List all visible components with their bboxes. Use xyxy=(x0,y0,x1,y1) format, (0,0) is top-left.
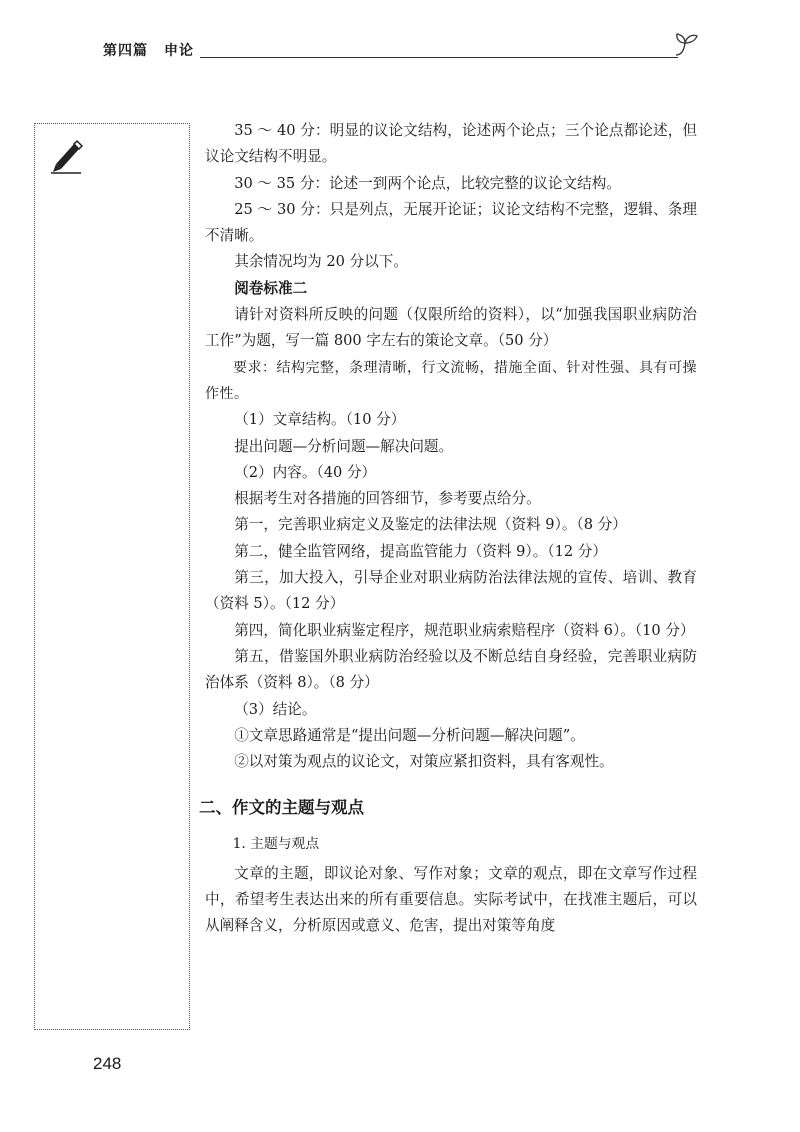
grading-paragraph: 25 ～ 30 分：只是列点，无展开论证；议论文结构不完整，逻辑、条理不清晰。 xyxy=(205,200,697,245)
criteria-item: （3）结论。 xyxy=(234,700,317,718)
criteria-item: ②以对策为观点的议论文，对策应紧扣资料，具有客观性。 xyxy=(234,753,614,771)
criteria-item: 第五，借鉴国外职业病防治经验以及不断总结自身经验，完善职业病防治体系（资料 8）。（8 分） xyxy=(205,647,697,692)
criteria-item: （1）文章结构。（10 分） xyxy=(234,411,406,429)
grading-paragraph: 30 ～ 35 分：论述一到两个论点，比较完整的议论文结构。 xyxy=(234,174,621,192)
grading-paragraph: 35 ～ 40 分：明显的议论文结构，论述两个论点；三个论点都论述，但议论文结构不明显。 xyxy=(205,122,697,166)
header-part: 第四篇 xyxy=(103,43,148,59)
page-number: 248 xyxy=(93,1054,122,1073)
body-paragraph: 文章的主题，即议论对象、写作对象；文章的观点，即在文章写作过程中，希望考生表达出来的所有重要信息。实际考试中，在找准主题后，可以从阐释含义，分析原因或意义、危害，提出对策等角度 xyxy=(205,864,697,935)
notes-margin-box xyxy=(34,123,190,1030)
subheading: 1. 主题与观点 xyxy=(232,836,320,853)
criteria-item: 第四，简化职业病鉴定程序，规范职业病索赔程序（资料 6）。（10 分） xyxy=(234,621,695,639)
criteria-item: 提出问题—分析问题—解决问题。 xyxy=(234,437,454,455)
pencil-icon xyxy=(48,136,84,174)
criteria-item: 第一，完善职业病定义及鉴定的法律法规（资料 9）。（8 分） xyxy=(234,516,627,534)
criteria-item: （2）内容。（40 分） xyxy=(234,463,377,481)
criteria-item: ①文章思路通常是“提出问题—分析问题—解决问题”。 xyxy=(234,726,585,744)
section-heading: 二、作文的主题与观点 xyxy=(199,798,364,818)
grading-standard-heading: 阅卷标准二 xyxy=(234,279,308,297)
header-section: 申论 xyxy=(164,43,194,59)
grading-paragraph: 其余情况均为 20 分以下。 xyxy=(234,253,408,271)
requirements-paragraph: 要求：结构完整，条理清晰，行文流畅，措施全面、针对性强、具有可操作性。 xyxy=(205,359,697,402)
main-content xyxy=(199,118,697,940)
criteria-item: 根据考生对各措施的回答细节，参考要点给分。 xyxy=(234,490,541,508)
criteria-item: 第三，加大投入，引导企业对职业病防治法律法规的宣传、培训、教育（资料 5）。（12 分） xyxy=(205,569,697,613)
header-rule xyxy=(200,57,678,58)
sprout-icon xyxy=(672,26,700,62)
prompt-paragraph: 请针对资料所反映的问题（仅限所给的资料），以“加强我国职业病防治工作”为题，写一篇 800 字左右的策论文章。（50 分） xyxy=(205,306,697,350)
criteria-item: 第二，健全监管网络，提高监管能力（资料 9）。（12 分） xyxy=(234,542,607,560)
running-header xyxy=(103,40,194,60)
